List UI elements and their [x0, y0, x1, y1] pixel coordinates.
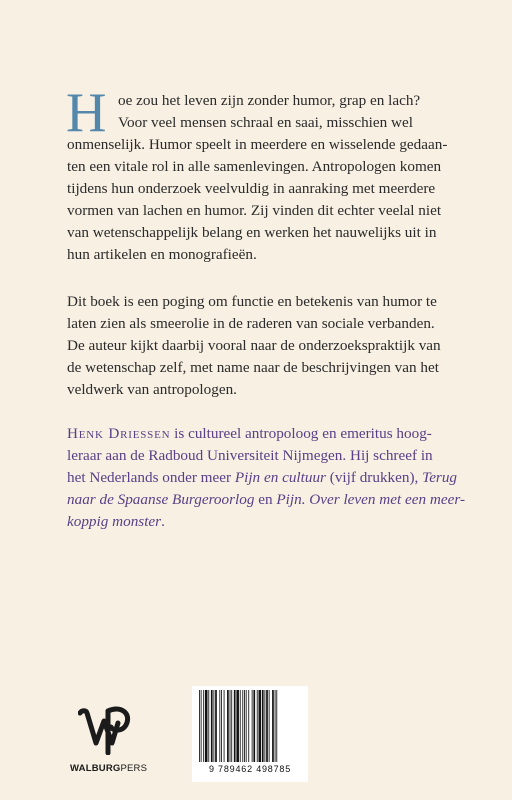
publisher-name — [70, 763, 147, 774]
barcode-bar — [219, 690, 220, 762]
book-title: Terug — [422, 469, 458, 486]
author-bio-line — [67, 489, 465, 511]
publisher-name-bold: WALBURG — [70, 763, 121, 774]
barcode-bar — [272, 690, 274, 762]
author-bio-line: leraar aan de Radboud Universiteit Nijmegen. Hij schreef in — [67, 447, 433, 464]
barcode-bar — [211, 690, 213, 762]
text-line: Dit boek is een poging om functie en betekenis van humor te — [67, 293, 437, 310]
barcode-bar — [264, 690, 265, 762]
barcode-bar — [208, 690, 209, 762]
barcode-bar — [275, 690, 276, 762]
bio-text: en — [254, 491, 277, 508]
text-line: onmenselijk. Humor speelt in meerdere en wisselende gedaan- — [67, 136, 448, 153]
barcode-bar — [246, 690, 247, 762]
barcode-bar — [236, 690, 239, 762]
text-line: tijdens hun onderzoek veelvuldig in aanraking met meerdere — [67, 180, 436, 197]
text-line: vormen van lachen en humor. Zij vinden dit echter veelal niet — [67, 202, 442, 219]
text-line: Voor veel mensen schraal en saai, misschien wel — [118, 114, 413, 131]
barcode-bar — [213, 690, 214, 762]
text-line: hun artikelen en monografieën. — [67, 246, 257, 263]
barcode-bar — [259, 690, 262, 762]
bio-text: . — [161, 513, 165, 530]
drop-cap: H — [66, 82, 107, 144]
bio-text: het Nederlands onder meer — [67, 469, 235, 486]
barcode-bar — [215, 690, 217, 762]
publisher-name-regular: PERS — [120, 763, 148, 774]
barcode-bar — [224, 690, 225, 762]
book-title: Pijn. Over leven met een meer- — [276, 491, 465, 508]
text-line: oe zou het leven zijn zonder humor, grap en lach? — [118, 92, 421, 109]
bio-text: (vijf drukken), — [325, 469, 423, 486]
intro-paragraph — [66, 82, 453, 266]
barcode-bar — [201, 690, 202, 762]
text-line: ten een vitale rol in alle samenlevingen. Antropologen komen — [67, 158, 442, 175]
barcode-bar — [227, 690, 229, 762]
barcode-bar — [240, 690, 241, 762]
author-bio-line — [67, 511, 453, 533]
barcode-bar — [276, 690, 277, 762]
text-line: de wetenschap zelf, met name naar de beschrijvingen van het — [67, 359, 439, 376]
barcode-bar — [221, 690, 222, 762]
barcode-bar — [257, 690, 258, 762]
barcode-bar — [252, 690, 253, 762]
barcode-bar — [253, 690, 255, 762]
author-bio-line — [67, 423, 453, 445]
barcode-bar — [205, 690, 208, 762]
author-bio-line — [67, 467, 458, 489]
publisher-logo — [70, 701, 148, 777]
barcode-bar — [266, 690, 268, 762]
barcode-bar — [234, 690, 236, 762]
text-line: laten zien als smeerolie in de raderen van sociale verbanden. — [67, 315, 435, 332]
isbn-barcode — [192, 686, 308, 782]
barcode-bar — [242, 690, 243, 762]
barcode-bar — [230, 690, 231, 762]
barcode-bar — [203, 690, 204, 762]
isbn-digits: 9 789462 498785 — [208, 764, 292, 774]
barcode-bars — [198, 690, 302, 762]
book-title: naar de Spaanse Burgeroorlog — [67, 491, 255, 508]
author-bio — [67, 423, 465, 533]
author-name: Henk Driessen — [67, 425, 171, 442]
book-title: Pijn en cultuur — [234, 469, 326, 486]
book-title: koppig monster — [67, 513, 162, 530]
text-line: De auteur kijkt daarbij vooral naar de onderzoekspraktijk van — [67, 337, 441, 354]
barcode-bar — [262, 690, 264, 762]
walburg-pers-wp-logo-icon — [78, 701, 132, 755]
barcode-bar — [248, 690, 249, 762]
text-line: veldwerk van antropologen. — [67, 381, 237, 398]
barcode-bar — [244, 690, 245, 762]
bio-text: is cultureel antropoloog en emeritus hoog- — [170, 425, 432, 442]
text-line: van wetenschappelijk belang en werken het nauwelijks uit in — [67, 224, 437, 241]
description-paragraph — [67, 291, 453, 401]
barcode-bar — [269, 690, 270, 762]
barcode-bar — [199, 690, 200, 762]
barcode-bar — [231, 690, 232, 762]
